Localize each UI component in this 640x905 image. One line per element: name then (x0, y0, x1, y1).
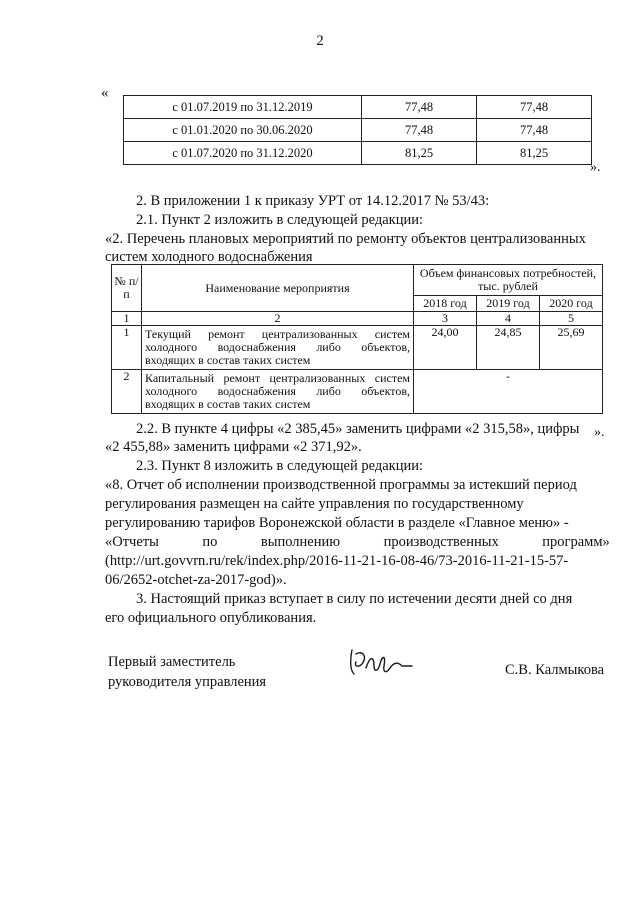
table-cell: 4 (477, 312, 540, 326)
paragraph-8-line: «8. Отчет об исполнении производственной программы за истекший период (105, 477, 577, 493)
table-cell: 81,25 (362, 142, 477, 165)
paragraph-2-1-text-line2: систем холодного водоснабжения (105, 249, 313, 265)
header-volume: Объем финансовых потребностей, тыс. рублей (414, 265, 603, 296)
paragraph-3-line1: 3. Настоящий приказ вступает в силу по истечении десяти дней со дня (136, 591, 573, 607)
paragraph-8-line: «Отчеты по выполнению производственных программ» (105, 534, 610, 550)
table-row (124, 96, 592, 119)
paragraph-8-line: регулированию тарифов Воронежской области в разделе «Главное меню» - (105, 515, 569, 531)
table-cell: 2 (142, 312, 414, 326)
paragraph-2-2-line1: 2.2. В пункте 4 цифры «2 385,45» заменить цифрами «2 315,58», цифры (136, 421, 580, 437)
table-row (112, 370, 603, 414)
signatory-title-line1: Первый заместитель (108, 654, 236, 670)
measure-name: Текущий ремонт централизованных систем холодного водоснабжения либо объектов, входящих в состав таких систем (145, 327, 410, 367)
paragraph-2-2-line2: «2 455,88» заменить цифрами «2 371,92». (105, 439, 362, 455)
paragraph-2: 2. В приложении 1 к приказу УРТ от 14.12.2017 № 53/43: (136, 193, 490, 209)
table-cell: 24,85 (477, 326, 540, 370)
page-number: 2 (316, 33, 324, 49)
table-cell: 81,25 (477, 142, 592, 165)
header-num: № п/п (112, 265, 142, 312)
table-cell: 5 (540, 312, 603, 326)
table-row (124, 119, 592, 142)
table-cell: 77,48 (362, 96, 477, 119)
paragraph-8-line: 06/2652-otchet-za-2017-god)». (105, 572, 287, 588)
header-year: 2018 год (414, 295, 477, 311)
paragraph-2-1: 2.1. Пункт 2 изложить в следующей редакции: (136, 212, 424, 228)
signatory-title-line2: руководителя управления (108, 674, 267, 690)
table-index-row (112, 312, 603, 326)
table-cell: 1 (112, 312, 142, 326)
quote-open: « (101, 85, 109, 101)
table-cell: 25,69 (540, 326, 603, 370)
table-cell: 77,48 (477, 119, 592, 142)
paragraph-2-3: 2.3. Пункт 8 изложить в следующей редакции: (136, 458, 424, 474)
table-cell (142, 370, 414, 414)
header-year: 2020 год (540, 295, 603, 311)
paragraph-2-1-text-line1: «2. Перечень плановых мероприятий по ремонту объектов централизованных (105, 231, 586, 247)
paragraph-8-line: регулирования размещен на сайте управления по государственному (105, 496, 524, 512)
table-cell: с 01.01.2020 по 30.06.2020 (124, 119, 362, 142)
quote-close-2: ». (594, 425, 605, 440)
handwritten-signature (346, 646, 426, 682)
table-cell: 24,00 (414, 326, 477, 370)
header-name: Наименование мероприятия (142, 265, 414, 312)
paragraph-8-line: (http://urt.govvrn.ru/rek/index.php/2016-11-21-16-08-46/73-2016-11-21-15-57- (105, 553, 569, 569)
table-cell (142, 326, 414, 370)
measures-table (111, 264, 603, 414)
table-row (112, 326, 603, 370)
table-header-row (112, 265, 603, 296)
header-year: 2019 год (477, 295, 540, 311)
signatory-name: С.В. Калмыкова (505, 662, 605, 678)
signatory-title (108, 652, 266, 692)
table-cell: 2 (112, 370, 142, 414)
table-row (124, 142, 592, 165)
measure-name: Капитальный ремонт централизованных систем холодного водоснабжения либо объектов, входящих в состав таких систем (145, 371, 410, 411)
table-cell: с 01.07.2019 по 31.12.2019 (124, 96, 362, 119)
paragraph-3-line2: его официального опубликования. (105, 610, 317, 626)
rates-table (123, 95, 592, 165)
table-cell: 77,48 (477, 96, 592, 119)
table-cell: с 01.07.2020 по 31.12.2020 (124, 142, 362, 165)
table-cell-merged: - (414, 370, 603, 414)
table-cell: 3 (414, 312, 477, 326)
quote-close: ». (590, 160, 601, 175)
table-cell: 1 (112, 326, 142, 370)
table-cell: 77,48 (362, 119, 477, 142)
